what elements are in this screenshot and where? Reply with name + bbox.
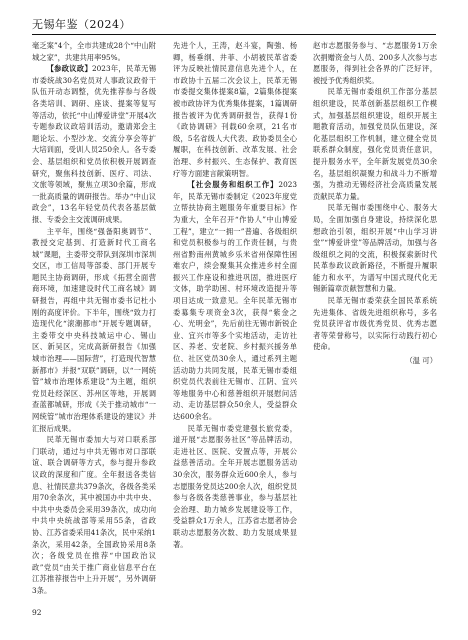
- paragraph: [32, 63, 156, 225]
- paragraph: [313, 40, 437, 86]
- page-header-title: 无锡年鉴（2024）: [32, 18, 131, 31]
- paragraph-text: 民革无锡市委荣获全国民革系统先进集体、省级先进组织称号，多名党员获评省市级优秀党员、优秀志愿者等荣誉称号，以实际行动践行初心使命。: [313, 296, 437, 352]
- text-column-1: [32, 40, 156, 597]
- paragraph: [173, 423, 297, 551]
- editor-credit: （温 可）: [405, 356, 437, 366]
- page-number: 92: [32, 608, 42, 617]
- header-divider: [32, 34, 436, 35]
- paragraph: [173, 179, 297, 422]
- paragraph: [313, 202, 437, 295]
- paragraph-text: 先进个人，王涛，赵斗宴，陶強、杨卿，杨垂纲、井菲、小胡被民革省委评为反映社情民意信息先进个人，在市政协十五届二次会议上，民革无锡市委提交集体提案8篇，2篇集体提案被市政协评为优秀集体提案，1篇调研报告被评为优秀调研报告，获得1份《政协调研》刊载60余项，21名市级，5名省级人大代表、政协委员全心履职，在科技创新、改革发展、社会治理、乡村振兴、生态保护、教育医疗等方面建言献策明智。: [173, 41, 297, 178]
- section-heading: 【社会服务和组织工作】: [187, 180, 279, 190]
- paragraph-text: 毫乏案”4个，全市共建成28个“中山附城之家”，共建共用率95%。: [32, 41, 156, 62]
- paragraph: [32, 40, 156, 63]
- paragraph-text: 民革无锡市委组织工作部分基层组织建设，民革创新基层组织工作模式，加强基层组织建设，组织开展主题教育活动，加强党员队伍建设，深化基层组织工作机制，建立健全党员联系群众制度，强化党员责任意识，提升服务水平，全年新发展党员30余名，基层组织凝聚力和战斗力不断增强，为推动无锡经济社会高质量发展贡献民革力量。: [313, 87, 437, 201]
- paragraph-text: 赵市志愿服务参与、“志愿服务1万余次捐赠资金与人员、200多人次参与志愿服务，得到社会各界的广泛好评，被授予优秀组织奖。: [313, 41, 437, 85]
- paragraph-text: 民革无锡市委围绕中心、服务大局，全面加强自身建设，持续深化思想政治引领，组织开展“中山学习讲堂”“博爱讲堂”等品牌活动，加强与各级组织之间的交流，积极探索新时代民革参政议政新路径，不断提升履职能力和水平，为谱写中国式现代化无锡新篇章贡献智慧和力量。: [313, 203, 437, 294]
- paragraph: [32, 434, 156, 596]
- paragraph-text: 民革无锡市委加大与对口联系部门联动，通过与中共无锡市对口部联谊、联合调研等方式，参与提升参政议政的深度和广度。全年报送各类信息、社情民意共379条次，各级各类采用70余条次，其中被国办中共中央、中共中央委员会采用39条次，成功向中共中央统战部等采用55条，省政协、江苏省委采用41条次，民中采纳1条次，采用42条，全国政协采用8条次；各级党员在推荐“中国政治议政”党员“由关于推广商业信息平台在江苏推荐报告中上升开展”，另外调研3条。: [32, 435, 156, 595]
- text-column-3: [313, 40, 437, 367]
- paragraph-text: 民革无锡市委党建强长旅党委，道开展“志愿服务社区”等品牌活动，走进社区、医院、安置点等，开展公益慈善活动。全年开展志愿服务活动30余次，服务群众近600余人，参与志愿服务党员达200余人次，组织党员参与各级各类慈善事业，参与基层社会治理、助力城乡发展建设等工作，受益群众1万余人，江苏省志愿者协会联动志愿服务次数、助力发展成果显著。: [173, 423, 297, 549]
- paragraph: [32, 226, 156, 435]
- paragraph-text: 2023年，民革无锡市委制定《2023年度党立帮扶协商主题服务年重要目标》作为重大，全年召开“作协人”中山博爱工程”，建立“一拥一”普遍、各级组织和党员积极参与的工作责任制，与贵州省黔南州黄城乡乐米省州保障性困难农户，续会聚集其众推进乡村全面振兴工作座设和推进巩固，推进医疗文体，助学助困、村环境改造提升等项目达成一致意见。全年民革无锡市委募集专项资金3次，获得“紫金之心、光明金”，先后前往无锡市新锐企业、宜兴市等多个实地活动，走访社区、养老、安老院、乡村振兴援务单位、社区党员30余人，通过系列主题活动助力共同发展，民革无锡市委组织党员代表前往无锡市、江阴、宜兴等地服务中心和慈善组织开展慰问活动、走访基层群众50余人，受益群众达600余名。: [173, 180, 297, 421]
- text-column-2: [173, 40, 297, 550]
- section-heading: 【参政议政】: [46, 64, 93, 74]
- paragraph: [313, 295, 437, 353]
- paragraph: [173, 40, 297, 179]
- paragraph-text: 主平年，围绕“强备阳奥调节”、教授交定基到、打造新时代工商名城”课题，主委带交带队到深圳市深圳交区，市工信局等部委、部门开展专题民主协商调研，形成《拓营全面营商环境，加速建设时代工商名城》调研报告，再组中共无锡市委书记杜小刚的高度评价。下半年，围绕“致力打造现代化“滚潮都市”开展专题调研，主委带交中央科技城运中心、锡山区、新吴区，完成高新研报告《加强城市治理——国际营”，打造现代智慧新都市》并报“双联”调研，以“一网统管”城市治理体系建设”为主题，组织党员赴经深区、苏州区等地，开展调查蓝都城研，形成《关于推动城市“一网统管”城市治理体系建设的建议》并汇报后成果。: [32, 226, 156, 433]
- paragraph-text: 2023年，民革无锡市委统战30名党员对人事政议政骨干队伍开动态调整，优先推荐参与各级各类培训、调研、座谈、提案等复写等活动，依托“中山博爱讲堂”开展4次专题参政议政培训活动，邀请郑会主题论坛、小型沙龙、交流分享会等扩大培训面，受训人员250余人。各专委会、基层组织和党员依积极开展调查研究，聚焦科技创新、医疗、司法、文旅等领域，聚焦立项30余篇，形成一批高质量的调研报告。举办“中山议政会”，13名年轻党员代表各基层做报、专委会主交流调研成果。: [32, 64, 156, 224]
- paragraph: [313, 86, 437, 202]
